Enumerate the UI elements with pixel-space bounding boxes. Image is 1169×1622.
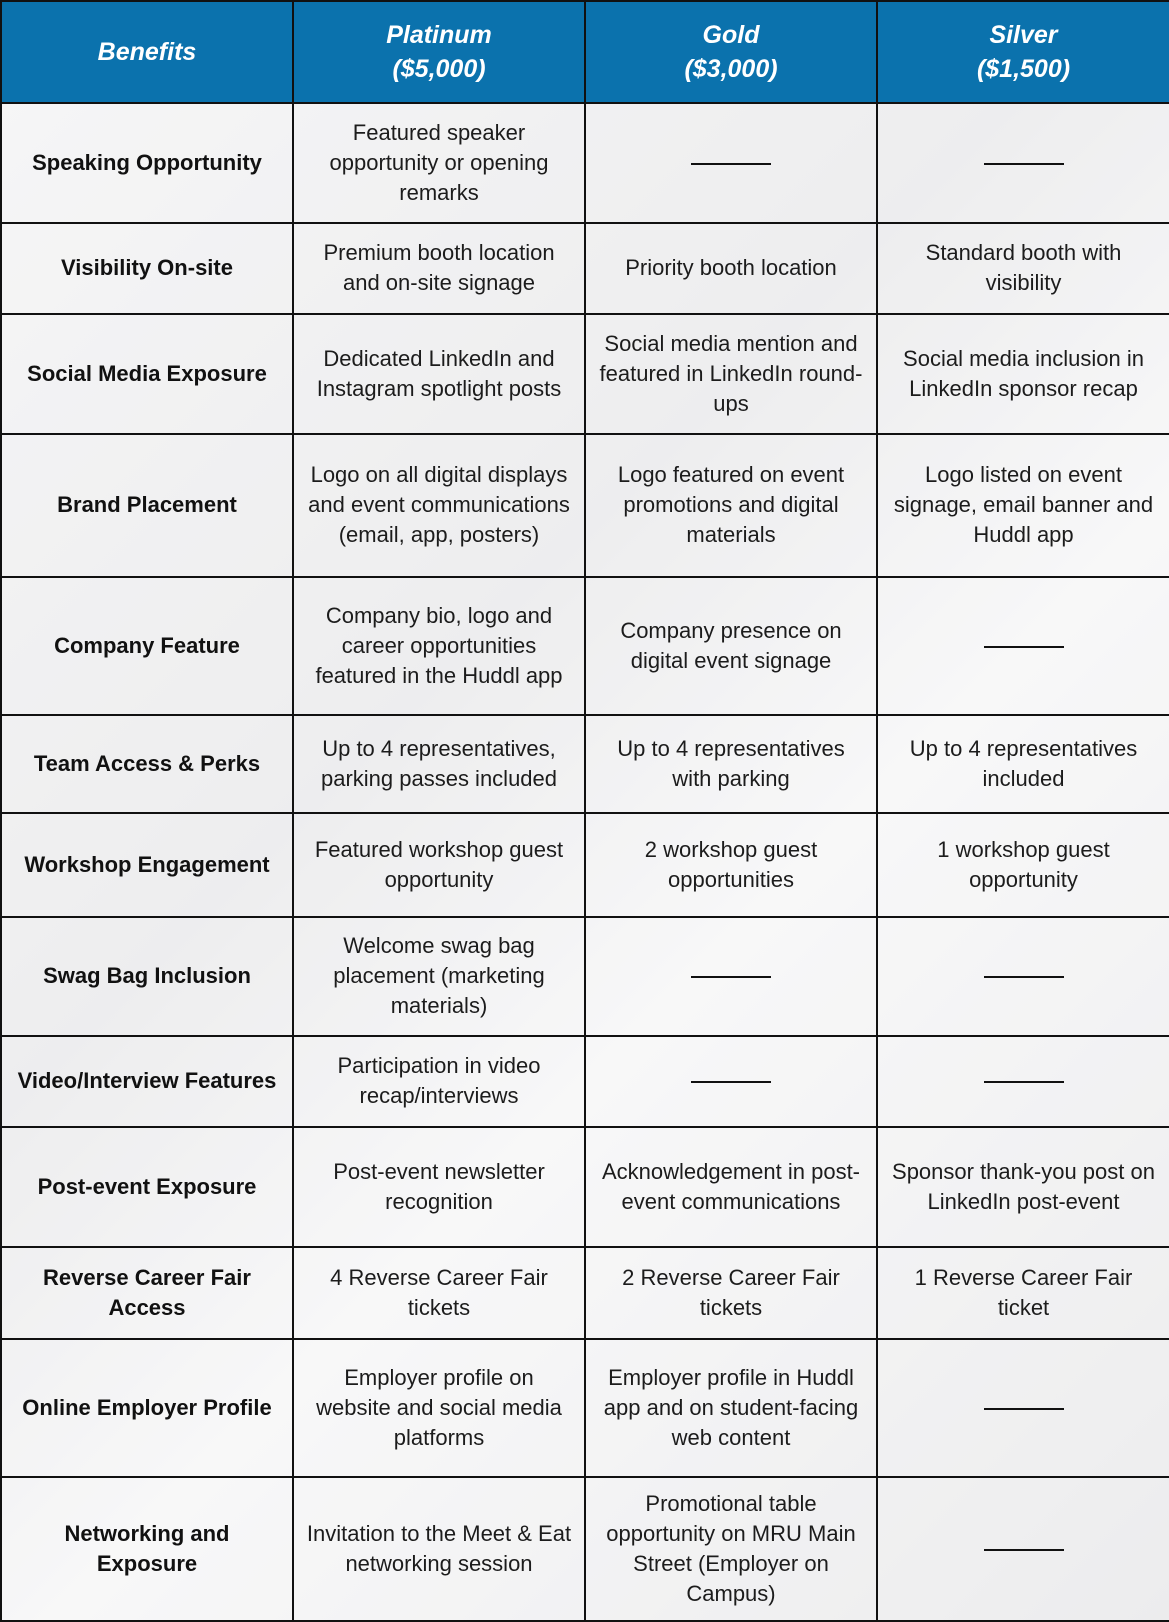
silver-cell — [877, 1036, 1169, 1127]
not-included-dash — [691, 163, 771, 165]
gold-cell — [585, 1036, 877, 1127]
not-included-dash — [984, 1549, 1064, 1551]
not-included-dash — [984, 1081, 1064, 1083]
silver-cell — [877, 1127, 1169, 1247]
table-row — [1, 1477, 1169, 1621]
cell-text: Priority booth location — [625, 255, 837, 281]
platinum-cell — [293, 715, 585, 813]
table-row — [1, 1036, 1169, 1127]
header-gold — [585, 1, 877, 103]
benefit-label-cell — [1, 1339, 293, 1478]
cell-text: 1 workshop guest opportunity — [937, 837, 1110, 893]
not-included-dash — [691, 1081, 771, 1083]
cell-text: Premium booth location and on-site signage — [323, 240, 555, 296]
not-included-dash — [984, 646, 1064, 648]
benefit-label-cell — [1, 577, 293, 716]
gold-cell — [585, 1127, 877, 1247]
header-benefits: Benefits — [1, 1, 293, 103]
cell-text: Sponsor thank-you post on LinkedIn post-event — [892, 1158, 1155, 1214]
cell-text: Employer profile in Huddl app and on student-facing web content — [603, 1364, 859, 1450]
platinum-cell — [293, 1477, 585, 1621]
header-row — [1, 1, 1169, 103]
cell-text: Post-event Exposure — [37, 1173, 257, 1199]
cell-text: Up to 4 representatives, parking passes included — [320, 736, 558, 792]
gold-cell — [585, 223, 877, 314]
gold-cell — [585, 577, 877, 716]
gold-tier-price: ($3,000) — [684, 55, 778, 83]
cell-text: Brand Placement — [57, 492, 237, 518]
silver-cell — [877, 917, 1169, 1036]
table-row — [1, 434, 1169, 577]
benefit-label-cell — [1, 813, 293, 916]
benefit-label-cell — [1, 103, 293, 223]
silver-cell — [877, 715, 1169, 813]
cell-text: Workshop Engagement — [24, 852, 270, 878]
gold-cell — [585, 917, 877, 1036]
platinum-tier-name: Platinum — [386, 21, 492, 49]
platinum-cell — [293, 1339, 585, 1478]
cell-text: Up to 4 representatives included — [909, 736, 1138, 792]
benefit-label-cell — [1, 434, 293, 577]
silver-cell — [877, 103, 1169, 223]
cell-text: 1 Reverse Career Fair ticket — [914, 1264, 1133, 1320]
benefit-label-cell — [1, 917, 293, 1036]
cell-text: Dedicated LinkedIn and Instagram spotlight posts — [316, 345, 562, 401]
table-row — [1, 1127, 1169, 1247]
benefit-label-cell — [1, 314, 293, 434]
cell-text: Up to 4 representatives with parking — [617, 736, 845, 792]
silver-cell — [877, 1339, 1169, 1478]
not-included-dash — [984, 163, 1064, 165]
gold-cell — [585, 813, 877, 916]
benefit-label-cell — [1, 1127, 293, 1247]
cell-text: Featured workshop guest opportunity — [314, 837, 564, 893]
table-row — [1, 223, 1169, 314]
platinum-cell — [293, 577, 585, 716]
cell-text: Social media mention and featured in LinkedIn round-ups — [599, 330, 863, 416]
cell-text: Post-event newsletter recognition — [333, 1158, 545, 1214]
cell-text: Invitation to the Meet & Eat networking session — [306, 1521, 572, 1577]
silver-cell — [877, 223, 1169, 314]
benefit-label-cell — [1, 1036, 293, 1127]
benefit-label-cell — [1, 715, 293, 813]
cell-text: 2 Reverse Career Fair tickets — [622, 1264, 840, 1320]
cell-text: Speaking Opportunity — [32, 149, 262, 175]
table-row — [1, 103, 1169, 223]
silver-cell — [877, 813, 1169, 916]
platinum-cell — [293, 103, 585, 223]
not-included-dash — [984, 1408, 1064, 1410]
header-platinum — [293, 1, 585, 103]
gold-tier-name: Gold — [702, 21, 760, 49]
cell-text: Team Access & Perks — [33, 751, 261, 777]
platinum-tier-price: ($5,000) — [392, 55, 486, 83]
table-row — [1, 715, 1169, 813]
silver-cell — [877, 1247, 1169, 1339]
cell-text: Acknowledgement in post-event communications — [601, 1158, 861, 1214]
cell-text: Video/Interview Features — [17, 1068, 277, 1094]
gold-cell — [585, 715, 877, 813]
cell-text: Promotional table opportunity on MRU Main Street (Employer on Campus) — [606, 1491, 856, 1607]
gold-cell — [585, 314, 877, 434]
cell-text: Welcome swag bag placement (marketing materials) — [333, 933, 545, 1019]
cell-text: Logo on all digital displays and event communications (email, app, posters) — [308, 462, 570, 548]
table-row — [1, 813, 1169, 916]
platinum-cell — [293, 1036, 585, 1127]
cell-text: 2 workshop guest opportunities — [644, 837, 818, 893]
cell-text: Employer profile on website and social media platforms — [316, 1364, 562, 1450]
cell-text: Company bio, logo and career opportunities featured in the Huddl app — [315, 602, 563, 688]
platinum-cell — [293, 314, 585, 434]
silver-tier-price: ($1,500) — [976, 55, 1071, 83]
gold-cell — [585, 1477, 877, 1621]
not-included-dash — [691, 976, 771, 978]
cell-text: Swag Bag Inclusion — [43, 963, 251, 989]
gold-cell — [585, 1339, 877, 1478]
cell-text: 4 Reverse Career Fair tickets — [330, 1264, 548, 1320]
cell-text: Online Employer Profile — [22, 1394, 272, 1420]
cell-text: Company presence on digital event signage — [620, 617, 842, 673]
cell-text: Social media inclusion in LinkedIn sponsor recap — [903, 345, 1144, 401]
cell-text: Participation in video recap/interviews — [337, 1053, 541, 1109]
table-row — [1, 314, 1169, 434]
cell-text: Social Media Exposure — [27, 360, 267, 386]
platinum-cell — [293, 1127, 585, 1247]
benefit-label-cell — [1, 1477, 293, 1621]
benefit-label-cell — [1, 223, 293, 314]
platinum-cell — [293, 917, 585, 1036]
cell-text: Featured speaker opportunity or opening remarks — [329, 119, 549, 205]
header-silver — [877, 1, 1169, 103]
gold-cell — [585, 434, 877, 577]
silver-cell — [877, 434, 1169, 577]
platinum-cell — [293, 1247, 585, 1339]
platinum-cell — [293, 223, 585, 314]
cell-text: Reverse Career Fair Access — [43, 1264, 251, 1320]
platinum-cell — [293, 813, 585, 916]
silver-cell — [877, 1477, 1169, 1621]
silver-cell — [877, 314, 1169, 434]
gold-cell — [585, 103, 877, 223]
platinum-cell — [293, 434, 585, 577]
benefit-label-cell — [1, 1247, 293, 1339]
cell-text: Standard booth with visibility — [925, 240, 1122, 296]
cell-text: Logo featured on event promotions and digital materials — [617, 462, 845, 548]
cell-text: Networking and Exposure — [64, 1521, 230, 1577]
table-row — [1, 1339, 1169, 1478]
benefits-table-body — [1, 103, 1169, 1621]
cell-text: Visibility On-site — [61, 255, 233, 281]
silver-cell — [877, 577, 1169, 716]
cell-text: Company Feature — [54, 632, 240, 658]
table-row — [1, 1247, 1169, 1339]
table-row — [1, 917, 1169, 1036]
not-included-dash — [984, 976, 1064, 978]
cell-text: Logo listed on event signage, email banner and Huddl app — [893, 462, 1154, 548]
gold-cell — [585, 1247, 877, 1339]
table-row — [1, 577, 1169, 716]
silver-tier-name: Silver — [989, 21, 1058, 49]
